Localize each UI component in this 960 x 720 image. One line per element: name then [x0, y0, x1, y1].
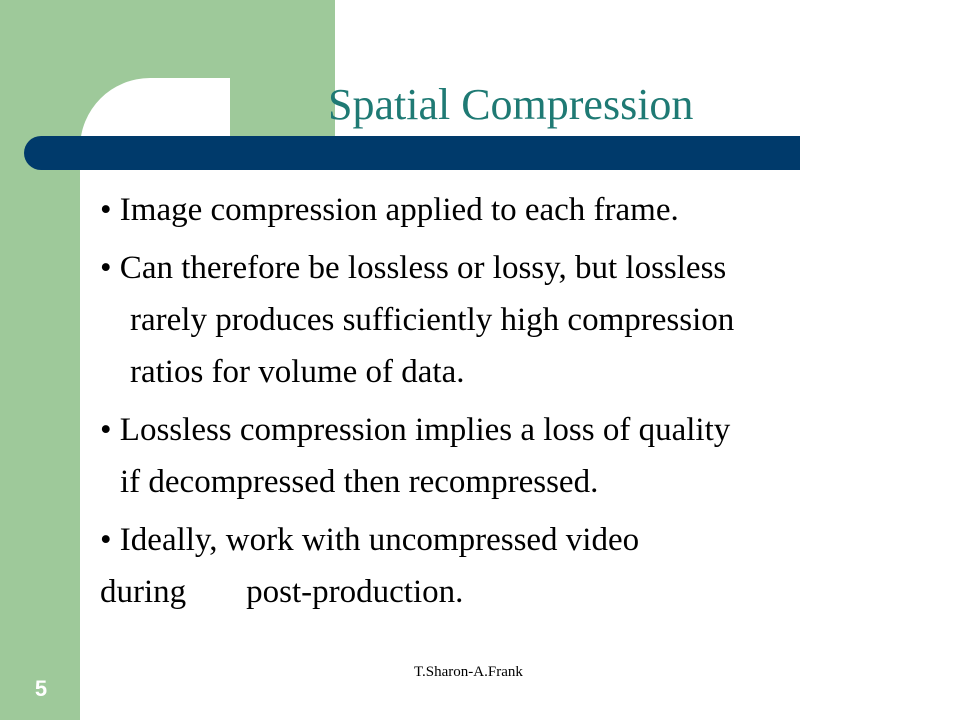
title-underline-bar: [24, 136, 800, 170]
slide-number: 5: [34, 676, 48, 701]
bullet-text-line: • Lossless compression implies a loss of quality: [100, 412, 731, 448]
bullet-item: [100, 404, 930, 508]
left-decorative-band: [0, 0, 80, 720]
slide-title: Spatial Compression: [328, 80, 694, 129]
bullet-item: [100, 242, 930, 398]
bullet-item: [100, 184, 930, 236]
bullet-text-line: • Ideally, work with uncompressed video: [100, 522, 640, 558]
slide-footer: T.Sharon-A.Frank: [414, 664, 523, 680]
bullet-text-line: ratios for volume of data.: [130, 354, 465, 390]
bullet-text-line: [100, 566, 930, 618]
bullet-text-fragment: post-production.: [246, 574, 464, 610]
bullet-text-line: if decompressed then recompressed.: [120, 464, 599, 500]
bullet-text-line: • Can therefore be lossless or lossy, but lossless: [100, 250, 727, 286]
bullet-text-line: rarely produces sufficiently high compression: [130, 302, 735, 338]
bullet-item: [100, 514, 930, 618]
bullet-text-fragment: during: [100, 574, 187, 610]
slide-body: [100, 184, 930, 624]
bullet-text-line: • Image compression applied to each frame.: [100, 192, 679, 228]
